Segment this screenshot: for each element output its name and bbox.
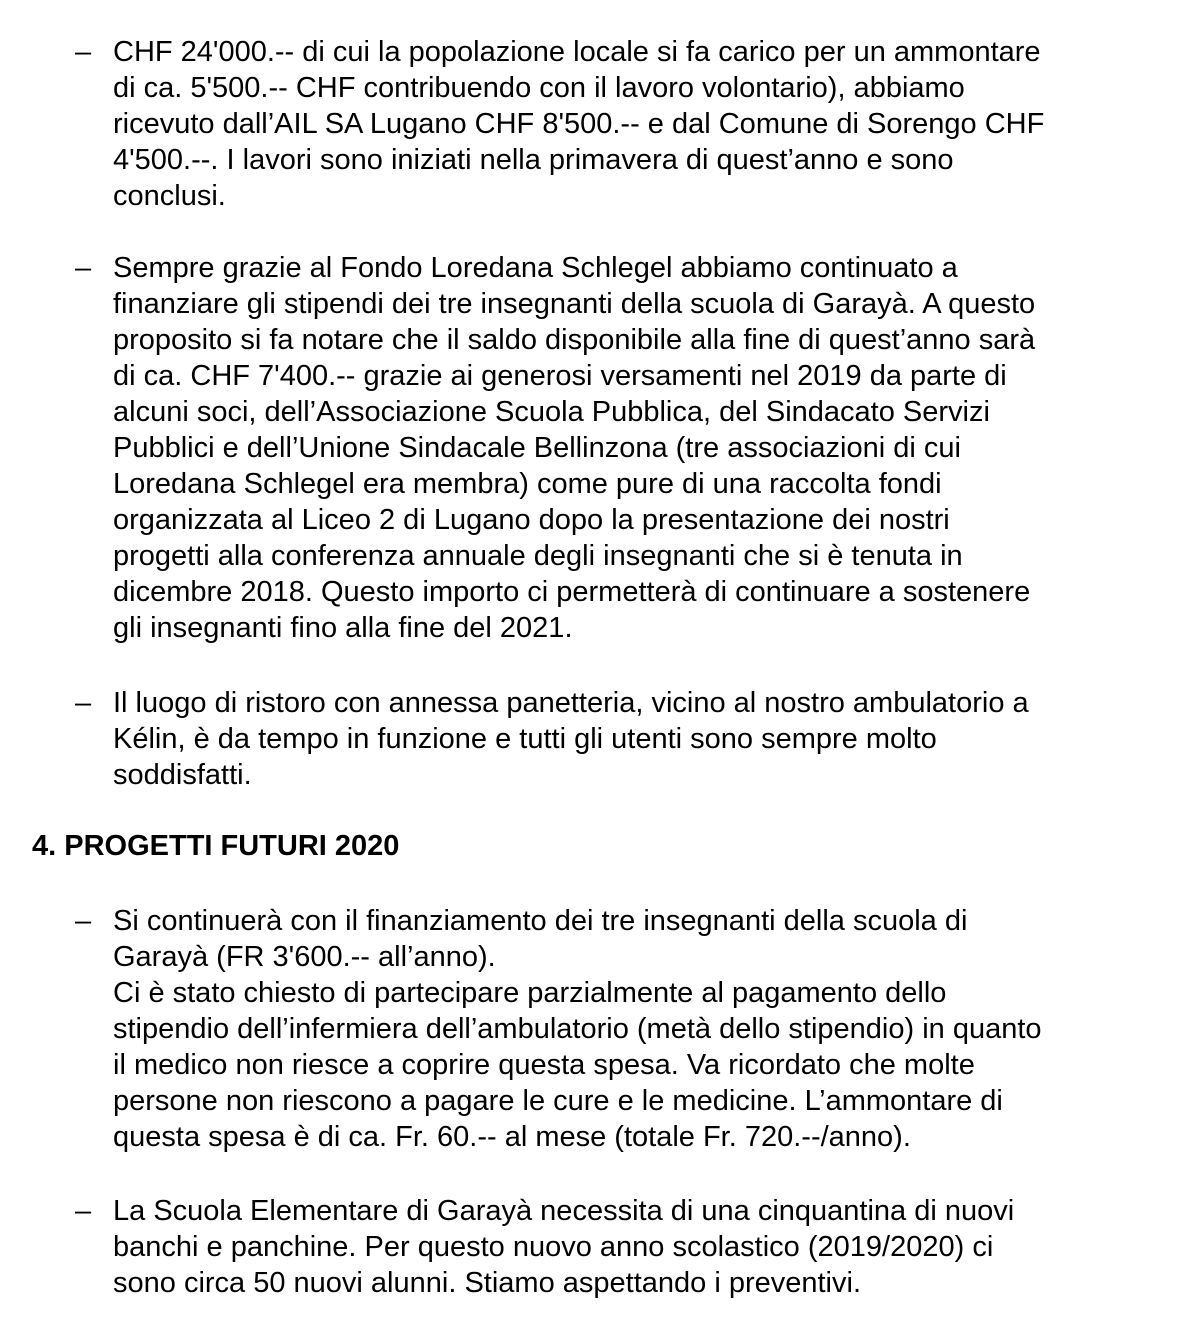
bullet-dash: – (75, 36, 92, 68)
text-line: questa spesa è di ca. Fr. 60.-- al mese (totale Fr. 720.--/anno). (113, 1121, 911, 1153)
list-item-school-desks (75, 1193, 1175, 1301)
text-line: alcuni soci, dell’Associazione Scuola Pubblica, del Sindacato Servizi (113, 396, 990, 428)
list-item-text (113, 1193, 1175, 1301)
text-line: La Scuola Elementare di Garayà necessita di una cinquantina di nuovi (113, 1195, 1015, 1227)
text-line: Ci è stato chiesto di partecipare parzialmente al pagamento dello (113, 977, 947, 1009)
list-item-future-teachers-nurse (75, 903, 1175, 1155)
text-line: banchi e panchine. Per questo nuovo anno scolastico (2019/2020) ci (113, 1231, 994, 1263)
text-line: ricevuto dall’AIL SA Lugano CHF 8'500.-- e dal Comune di Sorengo CHF (113, 108, 1045, 140)
text-line: Si continuerà con il finanziamento dei tre insegnanti della scuola di (113, 905, 968, 937)
bullet-dash: – (75, 687, 92, 719)
text-line: Garayà (FR 3'600.-- all’anno). (113, 941, 496, 973)
list-item-text (113, 685, 1175, 793)
bullet-dash: – (75, 252, 92, 284)
text-line: finanziare gli stipendi dei tre insegnanti della scuola di Garayà. A questo (113, 288, 1036, 320)
text-line: conclusi. (113, 180, 226, 212)
text-line: CHF 24'000.-- di cui la popolazione locale si fa carico per un ammontare (113, 36, 1041, 68)
bullet-dash: – (75, 905, 92, 937)
list-item-text (113, 34, 1175, 214)
text-line: di ca. 5'500.-- CHF contribuendo con il lavoro volontario), abbiamo (113, 72, 965, 104)
list-item-teacher-salaries (75, 250, 1175, 646)
text-line: persone non riescono a pagare le cure e le medicine. L’ammontare di (113, 1085, 1003, 1117)
list-item-construction-funding (75, 34, 1175, 214)
text-line: Il luogo di ristoro con annessa panetteria, vicino al nostro ambulatorio a (113, 687, 1029, 719)
text-line: Sempre grazie al Fondo Loredana Schlegel abbiamo continuato a (113, 252, 958, 284)
list-item-refreshment-point (75, 685, 1175, 793)
list-item-text (113, 250, 1175, 646)
text-line: soddisfatti. (113, 759, 252, 791)
text-line: di ca. CHF 7'400.-- grazie ai generosi versamenti nel 2019 da parte di (113, 360, 1007, 392)
text-line: sono circa 50 nuovi alunni. Stiamo aspettando i preventivi. (113, 1267, 861, 1299)
text-line: stipendio dell’infermiera dell’ambulatorio (metà dello stipendio) in quanto (113, 1013, 1042, 1045)
bullet-dash: – (75, 1195, 92, 1227)
text-line: 4'500.--. I lavori sono iniziati nella primavera di quest’anno e sono (113, 144, 954, 176)
section-heading: 4. PROGETTI FUTURI 2020 (32, 830, 400, 862)
text-line: Kélin, è da tempo in funzione e tutti gli utenti sono sempre molto (113, 723, 937, 755)
text-line: Loredana Schlegel era membra) come pure di una raccolta fondi (113, 468, 942, 500)
list-item-text (113, 903, 1175, 1155)
text-line: proposito si fa notare che il saldo disponibile alla fine di quest’anno sarà (113, 324, 1036, 356)
text-line: progetti alla conferenza annuale degli insegnanti che si è tenuta in (113, 540, 963, 572)
text-line: organizzata al Liceo 2 di Lugano dopo la presentazione dei nostri (113, 504, 950, 536)
text-line: Pubblici e dell’Unione Sindacale Bellinzona (tre associazioni di cui (113, 432, 961, 464)
text-line: il medico non riesce a coprire questa spesa. Va ricordato che molte (113, 1049, 975, 1081)
text-line: dicembre 2018. Questo importo ci permetterà di continuare a sostenere (113, 576, 1031, 608)
text-line: gli insegnanti fino alla fine del 2021. (113, 612, 573, 644)
